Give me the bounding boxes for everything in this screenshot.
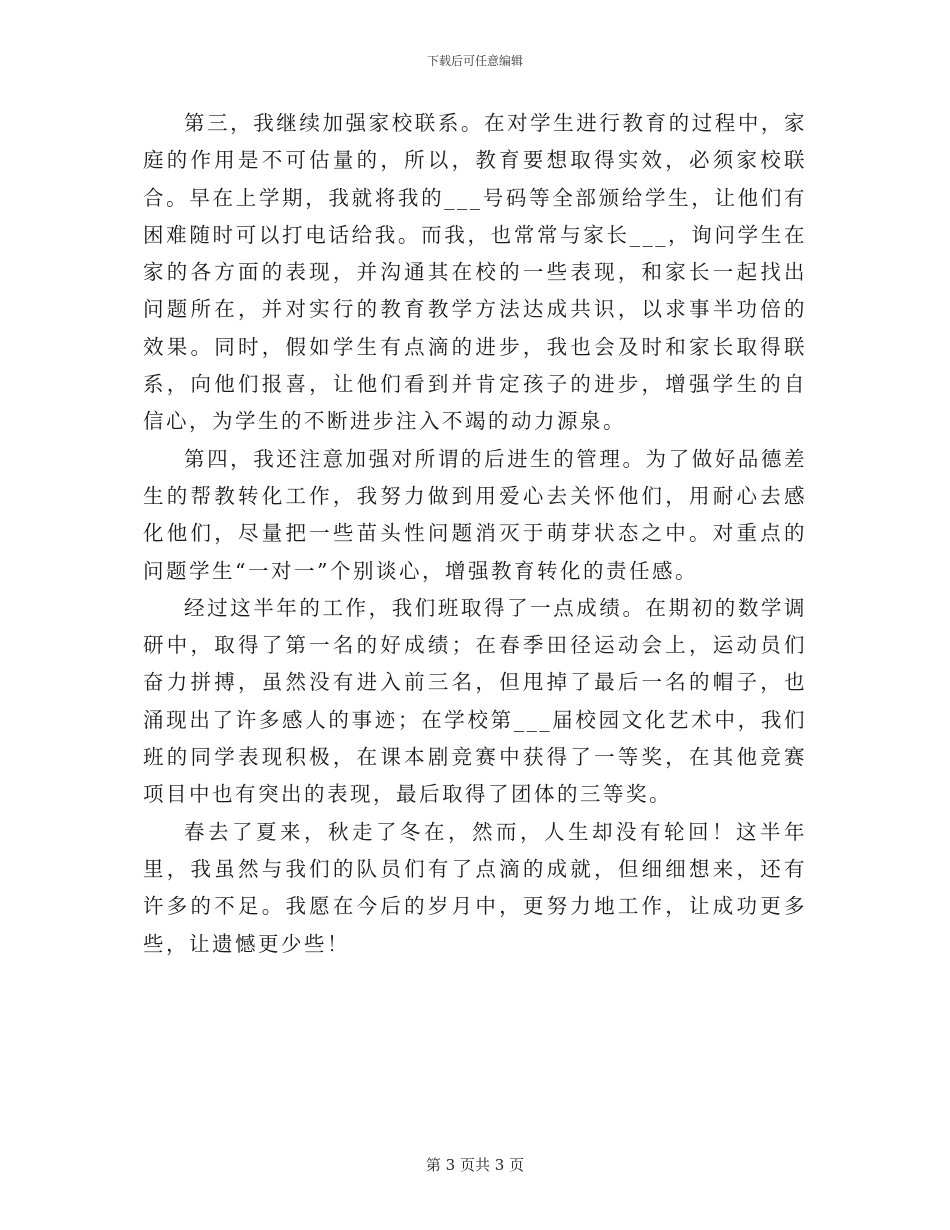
paragraph-conclusion: 春去了夏来，秋走了冬在，然而，人生却没有轮回！这半年里，我虽然与我们的队员们有了点滴的成就，但细细想来，还有许多的不足。我愿在今后的岁月中，更努力地工作，让成功更多些，让遗憾更少些！ — [143, 819, 807, 956]
page-header: 下载后可任意编辑 — [426, 54, 523, 68]
paragraph-third-point: 第三，我继续加强家校联系。在对学生进行教育的过程中，家庭的作用是不可估量的，所以，教育要想取得实效，必须家校联合。早在上学期，我就将我的___号码等全部颁给学生，让他们有困难随时可以打电话给我。而我，也常常与家长___，询问学生在家的各方面的表现，并沟通其在校的一些表现，和家长一起找出问题所在，并对实行的教育教学方法达成共识，以求事半功倍的效果。同时，假如学生有点滴的进步，我也会及时和家长取得联系，向他们报喜，让他们看到并肯定孩子的进步，增强学生的自信心，为学生的不断进步注入不竭的动力源泉。 — [143, 111, 807, 434]
page-footer: 第 3 页共 3 页 — [425, 1156, 525, 1174]
paragraph-achievements: 经过这半年的工作，我们班取得了一点成绩。在期初的数学调研中，取得了第一名的好成绩；在春季田径运动会上，运动员们奋力拼搏，虽然没有进入前三名，但甩掉了最后一名的帽子，也涌现出了许多感人的事迹；在学校第___届校园文化艺术中，我们班的同学表现积极，在课本剧竞赛中获得了一等奖，在其他竞赛项目中也有突出的表现，最后取得了团体的三等奖。 — [143, 595, 807, 807]
document-body — [143, 105, 807, 963]
paragraph-fourth-point: 第四，我还注意加强对所谓的后进生的管理。为了做好品德差生的帮教转化工作，我努力做到用爱心去关怀他们，用耐心去感化他们，尽量把一些苗头性问题消灭于萌芽状态之中。对重点的问题学生“一对一”个别谈心，增强教育转化的责任感。 — [143, 446, 807, 583]
